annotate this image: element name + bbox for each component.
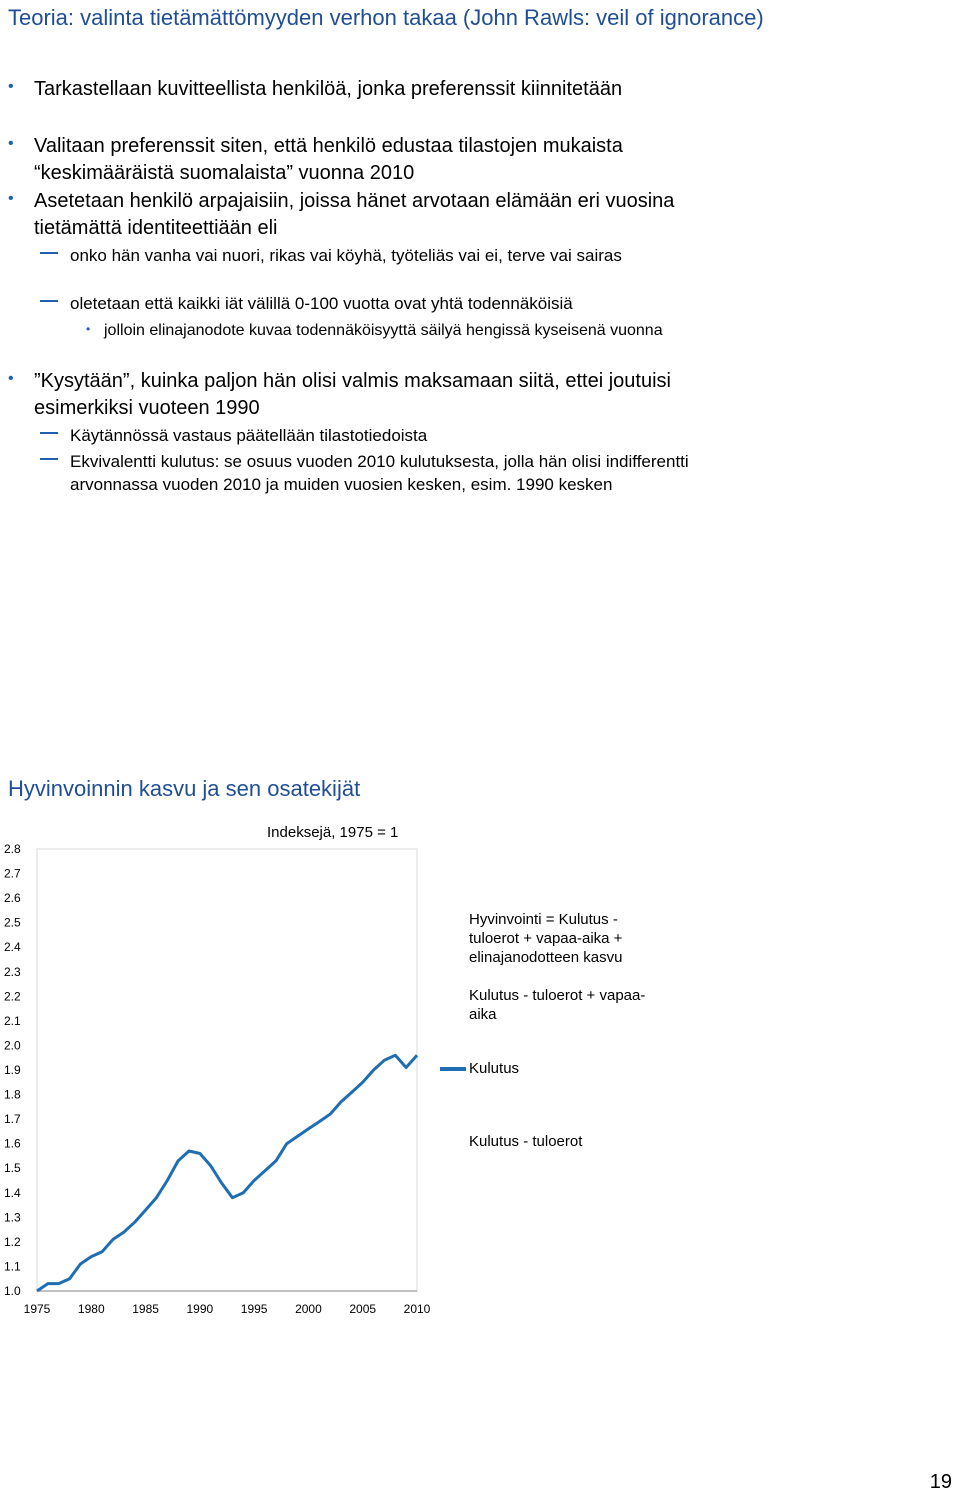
- dash-icon: [40, 432, 58, 434]
- legend-label: Kulutus - tuloerot: [469, 1133, 583, 1150]
- slide-title: Teoria: valinta tietämättömyyden verhon takaa (John Rawls: veil of ignorance): [8, 5, 764, 30]
- y-tick-label: 2.0: [4, 1038, 21, 1053]
- sub-sub-bullet-text: jolloin elinajanodote kuvaa todennäköisyyttä säilyä hengissä kyseisenä vuonna: [104, 322, 663, 339]
- x-tick-label: 1995: [240, 1302, 268, 1316]
- legend-line-icon: [440, 1067, 466, 1071]
- y-tick-label: 1.9: [4, 1063, 21, 1077]
- y-tick-label: 1.1: [4, 1259, 21, 1274]
- y-tick-label: 2.6: [4, 891, 21, 906]
- welfare-chart: [0, 815, 450, 1325]
- legend-label: Hyvinvointi = Kulutus - tuloerot + vapaa-aika + elinajanodotteen kasvu: [469, 911, 623, 966]
- bullet-text: Tarkastellaan kuvitteellista henkilöä, jonka preferenssit kiinnitetään: [34, 78, 623, 100]
- series-line-kulutus: [37, 1055, 417, 1291]
- y-tick-labels: [4, 842, 21, 1298]
- bullet-dot-icon: •: [8, 190, 14, 207]
- series-group: [37, 1055, 417, 1291]
- y-tick-label: 1.0: [4, 1284, 21, 1298]
- x-tick-label: 1985: [132, 1302, 159, 1316]
- plot-area: [37, 849, 417, 1291]
- bullet-text: ”Kysytään”, kuinka paljon hän olisi valmis maksamaan siitä, ettei joutuisi esimerkiksi vuoteen 1990: [34, 370, 671, 419]
- sub-bullet-text: Käytännössä vastaus päätellään tilastotiedoista: [70, 426, 428, 445]
- x-tick-label: 2005: [349, 1302, 377, 1316]
- y-tick-label: 1.5: [4, 1161, 21, 1176]
- y-tick-label: 1.2: [4, 1234, 21, 1249]
- x-tick-label: 2000: [295, 1302, 322, 1316]
- y-tick-label: 2.8: [4, 842, 21, 856]
- x-tick-label: 1975: [23, 1302, 51, 1316]
- y-tick-label: 2.3: [4, 964, 21, 979]
- bullet-text: Valitaan preferenssit siten, että henkilö edustaa tilastojen mukaista “keskimääräistä suomalaista” vuonna 2010: [34, 135, 623, 184]
- dash-icon: [40, 252, 58, 254]
- y-tick-label: 1.8: [4, 1087, 21, 1102]
- bullet-text: Asetetaan henkilö arpajaisiin, joissa hänet arvotaan elämään eri vuosina tietämättä identiteettiään eli: [34, 190, 675, 239]
- bullet-dot-icon: •: [86, 322, 91, 336]
- sub-bullet-text: oletetaan että kaikki iät välillä 0-100 vuotta ovat yhtä todennäköisiä: [70, 294, 573, 313]
- bullet-dot-icon: •: [8, 78, 14, 95]
- y-tick-label: 2.2: [4, 989, 21, 1004]
- chart-title: Indeksejä, 1975 = 1: [267, 824, 399, 841]
- y-tick-label: 1.4: [4, 1185, 21, 1200]
- x-tick-label: 1980: [77, 1302, 105, 1316]
- x-tick-labels: [24, 1302, 431, 1316]
- legend-label: Kulutus - tuloerot + vapaa-aika: [469, 987, 646, 1023]
- dash-icon: [40, 300, 58, 302]
- x-tick-label: 1990: [186, 1302, 214, 1316]
- y-tick-label: 1.3: [4, 1210, 21, 1225]
- sub-bullet-text: onko hän vanha vai nuori, rikas vai köyhä, työteliäs vai ei, terve vai sairas: [70, 246, 622, 265]
- dash-icon: [40, 458, 58, 460]
- y-tick-label: 1.7: [4, 1112, 21, 1127]
- sub-bullet-text: Ekvivalentti kulutus: se osuus vuoden 2010 kulutuksesta, jolla hän olisi indifferentti arvonnassa vuoden 2010 ja muiden vuosien kesken, esim. 1990 kesken: [70, 452, 689, 494]
- bullet-dot-icon: •: [8, 135, 14, 152]
- x-tick-label: 2010: [403, 1302, 431, 1316]
- y-tick-label: 2.7: [4, 866, 21, 881]
- page-number: 19: [929, 1471, 952, 1493]
- y-tick-label: 2.5: [4, 915, 21, 930]
- y-tick-label: 2.1: [4, 1013, 21, 1028]
- section-title: Hyvinvoinnin kasvu ja sen osatekijät: [8, 776, 361, 801]
- y-tick-label: 1.6: [4, 1136, 21, 1151]
- y-tick-label: 2.4: [4, 940, 21, 955]
- legend-label: Kulutus: [469, 1060, 520, 1077]
- bullet-dot-icon: •: [8, 370, 14, 387]
